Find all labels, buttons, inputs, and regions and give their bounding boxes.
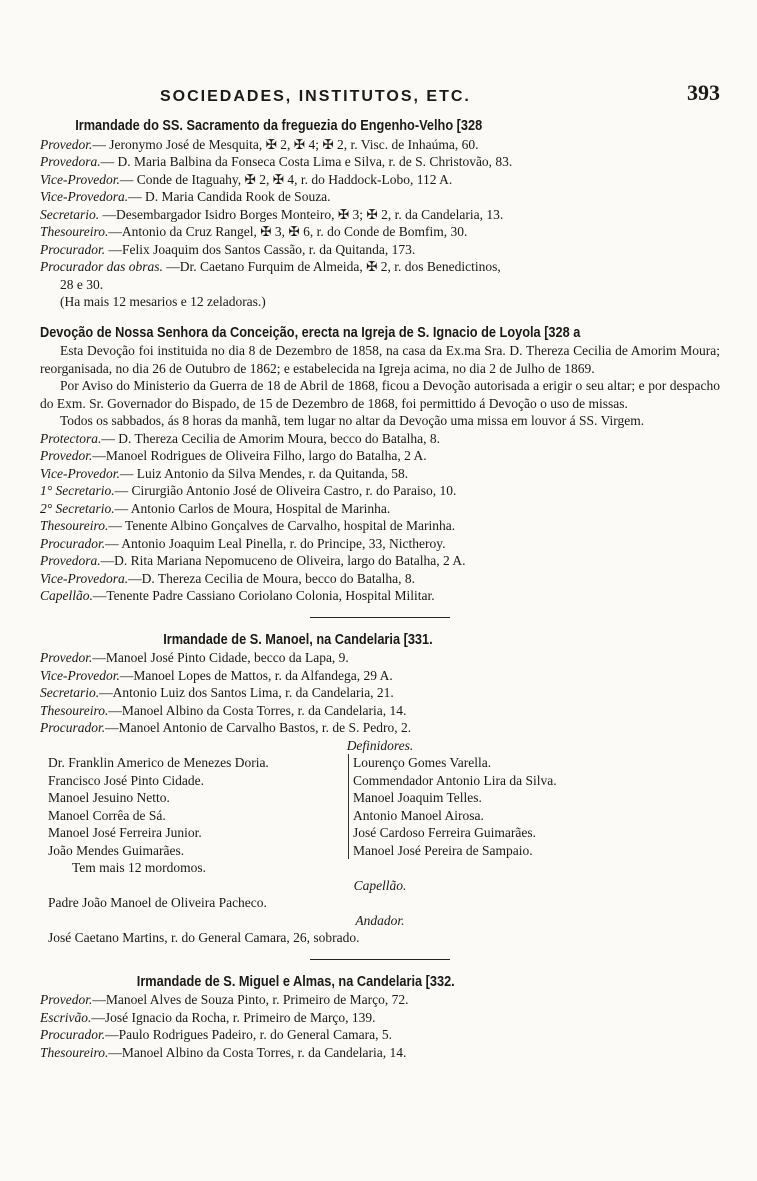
role-label: Procurador das obras. [40, 259, 163, 274]
paragraph: Esta Devoção foi instituida no dia 8 de Dezembro de 1858, na casa da Ex.ma Sra. D. Thereza Cecilia de Amorim Moura; reorganisada, no dia 26 de Outubro de 1862; e estabelecida na Igreja acima, no dia 2 de Julho de 1869. [40, 343, 720, 376]
section-heading: Devoção de Nossa Senhora da Conceição, erecta na Igreja de S. Ignacio de Loyola [328 a [40, 324, 581, 341]
role-label: Vice-Provedora. [40, 570, 129, 586]
role-label: Thesoureiro. [40, 1044, 109, 1060]
entry-text: — Jeronymo José de Mesquita, ✠ 2, ✠ 4; ✠ 2, r. Visc. de Inhaúma, 60. [92, 136, 479, 152]
role-label: Procurador. [40, 720, 106, 735]
definidores-right-column [348, 754, 713, 859]
entry-text: —Antonio da Cruz Rangel, ✠ 3, ✠ 6, r. do Conde de Bomfim, 30. [108, 224, 468, 239]
entry-text: —Manoel Rodrigues de Oliveira Filho, largo do Batalha, 2 A. [92, 448, 427, 463]
role-label: Escrivão. [40, 1009, 92, 1025]
list-item: Manoel Corrêa de Sá. [48, 807, 166, 823]
entry-text: —Antonio Luiz dos Santos Lima, r. da Candelaria, 21. [99, 685, 394, 700]
entry-text: —Tenente Padre Cassiano Coriolano Colonia, Hospital Militar. [92, 588, 435, 603]
role-label: Secretario. [40, 685, 100, 700]
entry-text: — Luiz Antonio da Silva Mendes, r. da Quitanda, 58. [119, 465, 409, 481]
section-divider [310, 617, 450, 618]
page-number: 393 [687, 80, 720, 105]
list-item: Manoel José Ferreira Junior. [48, 825, 202, 840]
role-label: Procurador. [40, 1027, 106, 1042]
list-item: José Cardoso Ferreira Guimarães. [353, 825, 536, 840]
running-title: SOCIEDADES, INSTITUTOS, ETC. [160, 88, 471, 105]
list-item: Commendador Antonio Lira da Silva. [353, 772, 557, 788]
capellao-label: Capellão. [353, 877, 407, 893]
role-label: Provedor. [40, 136, 93, 152]
page-body [40, 118, 720, 1061]
list-item: João Mendes Guimarães. [48, 842, 185, 858]
role-label: Capellão. [40, 588, 93, 603]
entry-text: —Manoel Alves de Souza Pinto, r. Primeiro de Março, 72. [92, 992, 409, 1007]
entry-text: — Antonio Carlos de Moura, Hospital de Marinha. [114, 500, 391, 516]
role-label: Thesoureiro. [40, 224, 109, 239]
list-item: Lourenço Gomes Varella. [353, 755, 492, 770]
role-label: Thesoureiro. [40, 518, 109, 533]
entry-text: — D. Thereza Cecilia de Amorim Moura, becco do Batalha, 8. [101, 430, 441, 446]
list-item: Francisco José Pinto Cidade. [48, 772, 204, 788]
role-label: Provedora. [40, 553, 101, 568]
andador-label: Andador. [355, 912, 405, 928]
definidores-list [40, 754, 720, 859]
role-label: Procurador. [40, 241, 106, 257]
role-label: Vice-Provedor. [40, 667, 120, 683]
entry-text: —Manoel José Pinto Cidade, becco da Lapa, 9. [92, 650, 349, 665]
entry-text: — Conde de Itaguahy, ✠ 2, ✠ 4, r. do Haddock-Lobo, 112 A. [119, 171, 453, 187]
role-label: Provedor. [40, 448, 93, 463]
section-heading: Irmandade de S. Miguel e Almas, na Candelaria [332. [136, 973, 455, 990]
entry-text: —Manoel Albino da Costa Torres, r. da Candelaria, 14. [108, 702, 407, 718]
role-label: Protectora. [40, 430, 102, 446]
definidores-label: Definidores. [346, 737, 414, 753]
entry-text: — Antonio Joaquim Leal Pinella, r. do Principe, 33, Nictheroy. [105, 535, 446, 551]
role-label: Vice-Provedor. [40, 171, 120, 187]
section-sacramento [40, 118, 720, 311]
entry-text: —Felix Joaquim dos Santos Cassão, r. da Quitanda, 173. [105, 241, 416, 257]
section-heading: Irmandade do SS. Sacramento da freguezia do Engenho-Velho [328 [75, 118, 483, 134]
role-label: 1° Secretario. [40, 483, 115, 498]
entry-text: —D. Rita Mariana Nepomuceno de Oliveira, largo do Batalha, 2 A. [100, 553, 466, 568]
section-s-miguel [40, 974, 720, 1062]
role-label: Vice-Provedora. [40, 189, 129, 204]
section-devocao [40, 325, 720, 605]
paragraph: Por Aviso do Ministerio da Guerra de 18 de Abril de 1868, ficou a Devoção autorisada a erigir o seu altar; e por despacho do Exm. Sr. Governador do Bispado, de 15 de Dezembro de 1868, foi permittido á Devoção o uso de missas. [40, 378, 720, 411]
role-label: Provedor. [40, 992, 93, 1007]
paragraph: Todos os sabbados, ás 8 horas da manhã, tem lugar no altar da Devoção uma missa em louvor á SS. Virgem. [60, 413, 645, 428]
list-item: Manoel Joaquim Telles. [353, 790, 482, 805]
list-item: Manoel Jesuino Netto. [48, 790, 170, 805]
entry-continuation: 28 e 30. [60, 276, 104, 292]
list-item: Antonio Manoel Airosa. [353, 807, 484, 823]
role-label: Provedora. [40, 154, 101, 169]
entry-text: — Cirurgião Antonio José de Oliveira Castro, r. do Paraiso, 10. [114, 483, 457, 498]
entry-text: —D. Thereza Cecilia de Moura, becco do Batalha, 8. [128, 570, 415, 586]
role-label: Vice-Provedor. [40, 465, 120, 481]
entry-text: —Desembargador Isidro Borges Monteiro, ✠ 3; ✠ 2, r. da Candelaria, 13. [99, 206, 504, 222]
section-s-manoel [40, 632, 720, 947]
section-divider [310, 959, 450, 960]
role-label: 2° Secretario. [40, 500, 115, 516]
entry-text: —Manoel Albino da Costa Torres, r. da Candelaria, 14. [108, 1044, 407, 1060]
entry-text: —José Ignacio da Rocha, r. Primeiro de Março, 139. [91, 1009, 376, 1025]
list-item: Manoel José Pereira de Sampaio. [353, 842, 533, 858]
mordomos-note: Tem mais 12 mordomos. [72, 860, 207, 875]
list-item: Dr. Franklin Americo de Menezes Doria. [48, 755, 269, 770]
definidores-left-column [40, 754, 348, 859]
entry-text: — D. Maria Balbina da Fonseca Costa Lima e Silva, r. de S. Christovão, 83. [100, 154, 513, 169]
andador-name: José Caetano Martins, r. do General Camara, 26, sobrado. [48, 930, 360, 945]
role-label: Secretario. [40, 206, 100, 222]
entry-text: —Manoel Lopes de Mattos, r. da Alfandega, 29 A. [119, 667, 393, 683]
entry-text: —Dr. Caetano Furquim de Almeida, ✠ 2, r. dos Benedictinos, [162, 259, 501, 274]
entry-text: —Manoel Antonio de Carvalho Bastos, r. de S. Pedro, 2. [105, 720, 412, 735]
capellao-name: Padre João Manoel de Oliveira Pacheco. [48, 895, 267, 910]
entry-text: — D. Maria Candida Rook de Souza. [128, 189, 331, 204]
role-label: Procurador. [40, 535, 106, 551]
section-heading: Irmandade de S. Manoel, na Candelaria [331. [163, 631, 433, 648]
running-head [40, 78, 720, 108]
entry-text: —Paulo Rodrigues Padeiro, r. do General Camara, 5. [105, 1027, 392, 1042]
section-note: (Ha mais 12 mesarios e 12 zeladoras.) [60, 294, 266, 309]
role-label: Provedor. [40, 650, 93, 665]
entry-text: — Tenente Albino Gonçalves de Carvalho, hospital de Marinha. [108, 518, 456, 533]
role-label: Thesoureiro. [40, 702, 109, 718]
